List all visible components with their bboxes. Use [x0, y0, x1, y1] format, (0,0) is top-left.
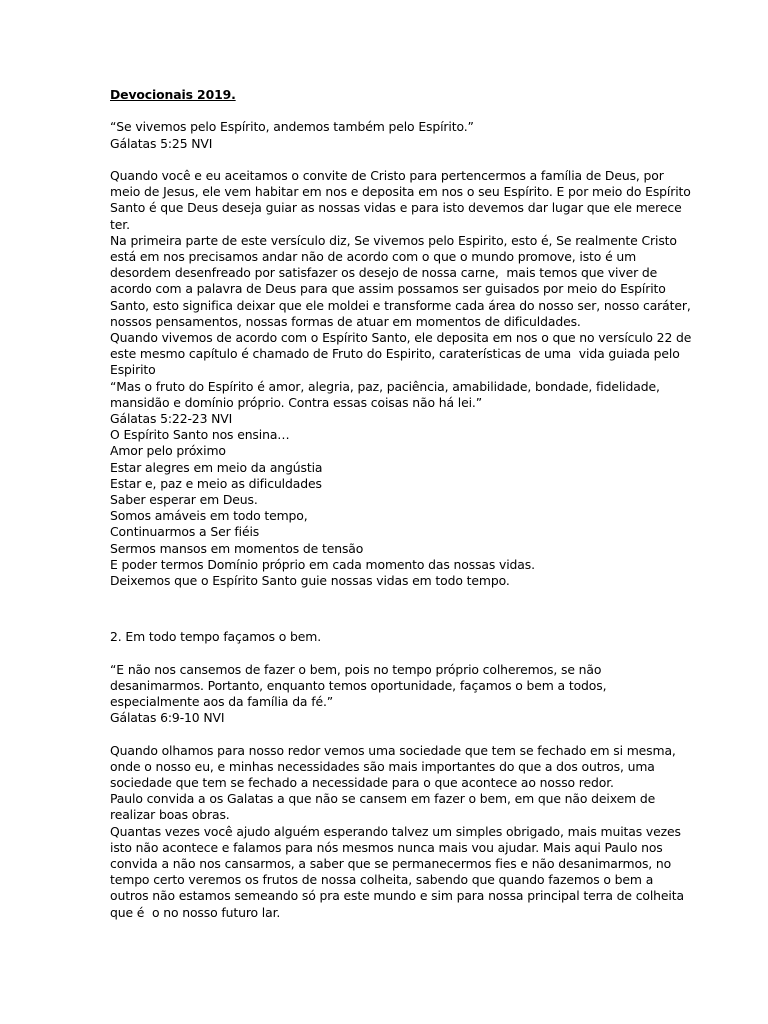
document-title: Devocionais 2019. [110, 87, 236, 102]
body-line: nossos pensamentos, nossas formas de atuar em momentos de dificuldades. [110, 313, 581, 329]
body-line: este mesmo capítulo é chamado de Fruto do Espirito, caraterísticas de uma vida guiada pelo [110, 346, 680, 362]
body-line: mansidão e domínio próprio. Contra essas coisas não há lei.” [110, 394, 483, 410]
body-line: ter. [110, 216, 130, 232]
body-line: está em nos precisamos andar não de acordo com o que o mundo promove, isto é um [110, 249, 637, 264]
body-line: realizar boas obras. [110, 807, 230, 823]
body-line: acordo com a palavra de Deus para que assim possamos ser guisados por meio do Espírito [110, 281, 666, 297]
body-line: E poder termos Domínio próprio em cada momento das nossas vidas. [110, 556, 535, 572]
blank-line [110, 726, 670, 742]
body-line: Somos amáveis em todo tempo, [110, 508, 308, 524]
body-line: Continuarmos a Ser fiéis [110, 524, 260, 540]
body-line: O Espírito Santo nos ensina… [110, 427, 290, 443]
body-line: Estar alegres em meio da angústia [110, 459, 323, 475]
body-line: Saber esperar em Deus. [110, 492, 258, 508]
body-line: outros não estamos semeando só pra este mundo e sim para nossa principal terra de colheita [110, 888, 684, 904]
body-line: Amor pelo próximo [110, 443, 226, 459]
body-line: meio de Jesus, ele vem habitar em nos e deposita em nos o seu Espírito. E por meio do Espírito [110, 184, 691, 200]
body-line: Paulo convida a os Galatas a que não se cansem em fazer o bem, em que não deixem de [110, 791, 656, 807]
verse-reference: Gálatas 6:9-10 NVI [110, 710, 225, 726]
verse-quote-line: “E não nos cansemos de fazer o bem, pois no tempo próprio colheremos, se não [110, 661, 602, 677]
body-line: Quando vivemos de acordo com o Espírito Santo, ele deposita em nos o que no versículo 22 de [110, 330, 692, 346]
section-heading: 2. Em todo tempo façamos o bem. [110, 629, 322, 645]
body-line: isto não acontece e falamos para nós mesmos nunca mais vou ajudar. Mais aqui Paulo nos [110, 839, 663, 855]
blank-line [110, 645, 670, 661]
verse-reference: Gálatas 5:25 NVI [110, 135, 213, 151]
body-line: Na primeira parte de este versículo diz, Se vivemos pelo Espirito, esto é, Se realmente Cristo [110, 232, 677, 248]
verse-quote-line: desanimarmos. Portanto, enquanto temos oportunidade, façamos o bem a todos, [110, 677, 607, 693]
body-line: Santo é que Deus deseja guiar as nossas vidas e para isto devemos dar lugar que ele merece [110, 200, 682, 216]
section2-body [110, 742, 684, 921]
section-spacer [110, 589, 670, 629]
body-line: Espirito [110, 362, 156, 378]
body-line: Sermos mansos em momentos de tensão [110, 540, 364, 556]
body-line: que é o no nosso futuro lar. [110, 904, 281, 920]
blank-line [110, 152, 670, 168]
body-line: Santo, esto significa deixar que ele moldei e transforme cada área do nosso ser, nosso caráter, [110, 297, 691, 313]
body-line: Deixemos que o Espírito Santo guie nossas vidas em todo tempo. [110, 573, 510, 589]
body-line: Quando você e eu aceitamos o convite de Cristo para pertencermos a família de Deus, por [110, 167, 664, 183]
body-line: Quando olhamos para nosso redor vemos uma sociedade que tem se fechado em si mesma, [110, 742, 676, 758]
body-line: Gálatas 5:22-23 NVI [110, 411, 233, 427]
body-line: Estar e, paz e meio as dificuldades [110, 475, 322, 491]
body-line: “Mas o fruto do Espírito é amor, alegria, paz, paciência, amabilidade, bondade, fidelidade, [110, 378, 660, 394]
body-line: tempo certo veremos os frutos de nossa colheita, sabendo que quando fazemos o bem a [110, 872, 654, 888]
blank-line [110, 103, 670, 119]
body-line: desordem desenfreado por satisfazer os desejo de nossa carne, mais temos que viver de [110, 265, 658, 281]
body-line: sociedade que tem se fechado a necessidade para o que acontece ao nosso redor. [110, 775, 614, 791]
body-line: Quantas vezes você ajudo alguém esperando talvez um simples obrigado, mais muitas vezes [110, 823, 681, 839]
verse-quote-line: especialmente aos da família da fé.” [110, 694, 334, 710]
document-page [110, 87, 692, 921]
body-line: onde o nosso eu, e minhas necessidades são mais importantes do que a dos outros, uma [110, 758, 655, 774]
verse-quote: “Se vivemos pelo Espírito, andemos também pelo Espírito.” [110, 119, 474, 135]
section1-body [110, 167, 692, 589]
body-line: convida a não nos cansarmos, a saber que se permanecermos fies e não desanimarmos, no [110, 856, 672, 872]
